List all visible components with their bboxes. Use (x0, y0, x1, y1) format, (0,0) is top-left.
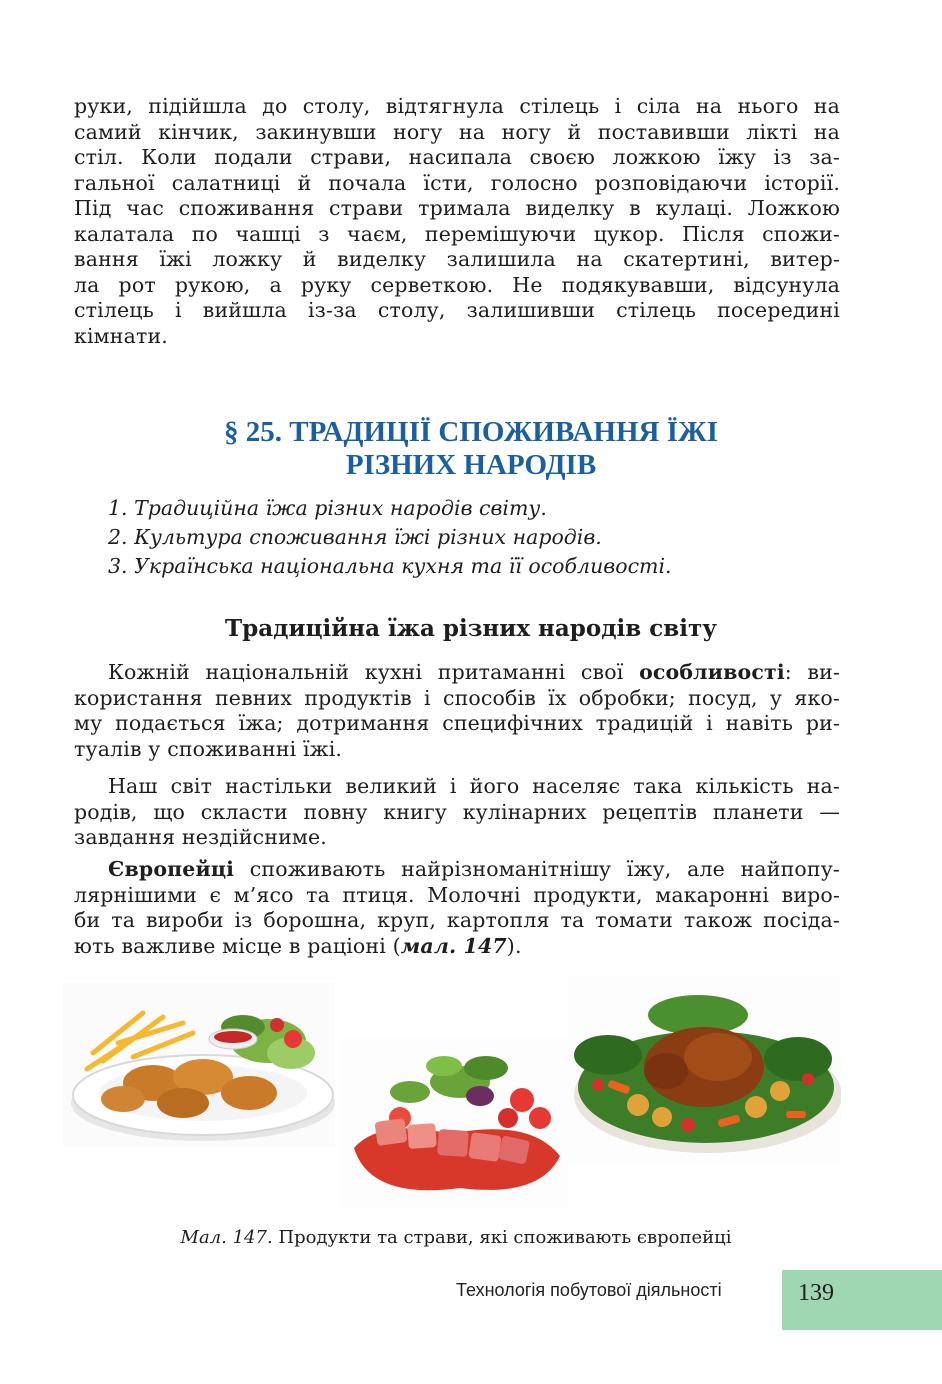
outline-item: 3. Українська національна кухня та її особливості. (108, 554, 672, 578)
caption-label: Мал. 147. (180, 1227, 273, 1248)
paragraph-features (74, 660, 840, 762)
outline-item: 2. Культура споживання їжі різних народів. (108, 525, 602, 549)
section-title (0, 416, 942, 482)
bold-term: особливості (639, 660, 785, 684)
section-outline (108, 494, 672, 581)
text-line: лярнішими є м’ясо та птиця. Молочні продукти, макаронні виро- (74, 882, 840, 907)
text-line: стілець і вийшла із-за столу, залишивши стілець посередині (74, 298, 840, 322)
photo-chicken-nuggets (63, 983, 335, 1147)
text-line: Під час споживання страви тримала виделку в кулаці. Ложкою (74, 196, 840, 220)
page-number: 139 (782, 1270, 942, 1330)
caption-text: Продукти та страви, які споживають європейці (278, 1227, 732, 1248)
photo-roast-chicken (568, 975, 841, 1165)
bold-term: Європейці (108, 857, 235, 881)
text-line: кімнати. (74, 323, 168, 348)
text-run: Кожній національній кухні притаманні свої (108, 660, 640, 684)
text-line: користання певних продуктів і способів їх обробки; посуд, у яко- (74, 685, 840, 710)
photo-seared-tuna (340, 1038, 568, 1208)
text-line: стіл. Коли подали страви, насипала своєю ложкою їжу із за- (74, 145, 840, 169)
text-line: Наш світ настільки великий і його населяє така кількість на- (108, 774, 840, 798)
outline-item: 1. Традиційна їжа різних народів світу. (108, 496, 547, 520)
text-line: ла рот рукою, а руку серветкою. Не подякувавши, відсунула (74, 272, 840, 297)
running-footer: Технологія побутової діяльності (456, 1280, 722, 1300)
text-line (74, 857, 840, 883)
paragraph-europeans (74, 857, 840, 959)
intro-paragraph (74, 94, 840, 349)
text-run: ють важливе місце в раціоні ( (74, 933, 401, 958)
text-line: руки, підійшла до столу, відтягнула стілець і сіла на нього на (74, 94, 840, 118)
paragraph-world (74, 774, 840, 851)
text-line: самий кінчик, закинувши ногу на ногу й поставивши лікті на (74, 119, 840, 144)
text-line: родів, що скласти повну книгу кулінарних рецептів планети — (74, 799, 840, 824)
subsection-heading: Традиційна їжа різних народів світу (225, 615, 717, 642)
text-line: калатала по чашці з чаєм, перемішуючи цукор. Після спожи- (74, 221, 840, 246)
text-line: гальної салатниці й почала їсти, голосно розповідаючи історії. (74, 170, 840, 195)
text-line: вання їжі ложку й виделку залишила на скатертині, витер- (74, 247, 840, 271)
text-run: : ви- (784, 660, 841, 684)
figure-reference: мал. 147 (400, 933, 507, 958)
section-title-line: РІЗНИХ НАРОДІВ (345, 449, 597, 481)
text-line: завдання нездійсниме. (74, 825, 327, 849)
figure-caption (0, 1226, 912, 1250)
text-line (74, 934, 840, 960)
text-line (74, 660, 840, 686)
text-line: би та вироби із борошна, круп, картопля та томати також посіда- (74, 908, 840, 932)
text-line: му подається їжа; дотримання специфічних традицій і навіть ри- (74, 711, 840, 735)
text-run: ). (506, 933, 522, 958)
text-line: туалів у споживанні їжі. (74, 736, 343, 761)
text-run: споживають найрізноманітнішу їжу, але найпопу- (234, 857, 840, 881)
section-title-line: § 25. ТРАДИЦІЇ СПОЖИВАННЯ ЇЖІ (223, 416, 718, 448)
